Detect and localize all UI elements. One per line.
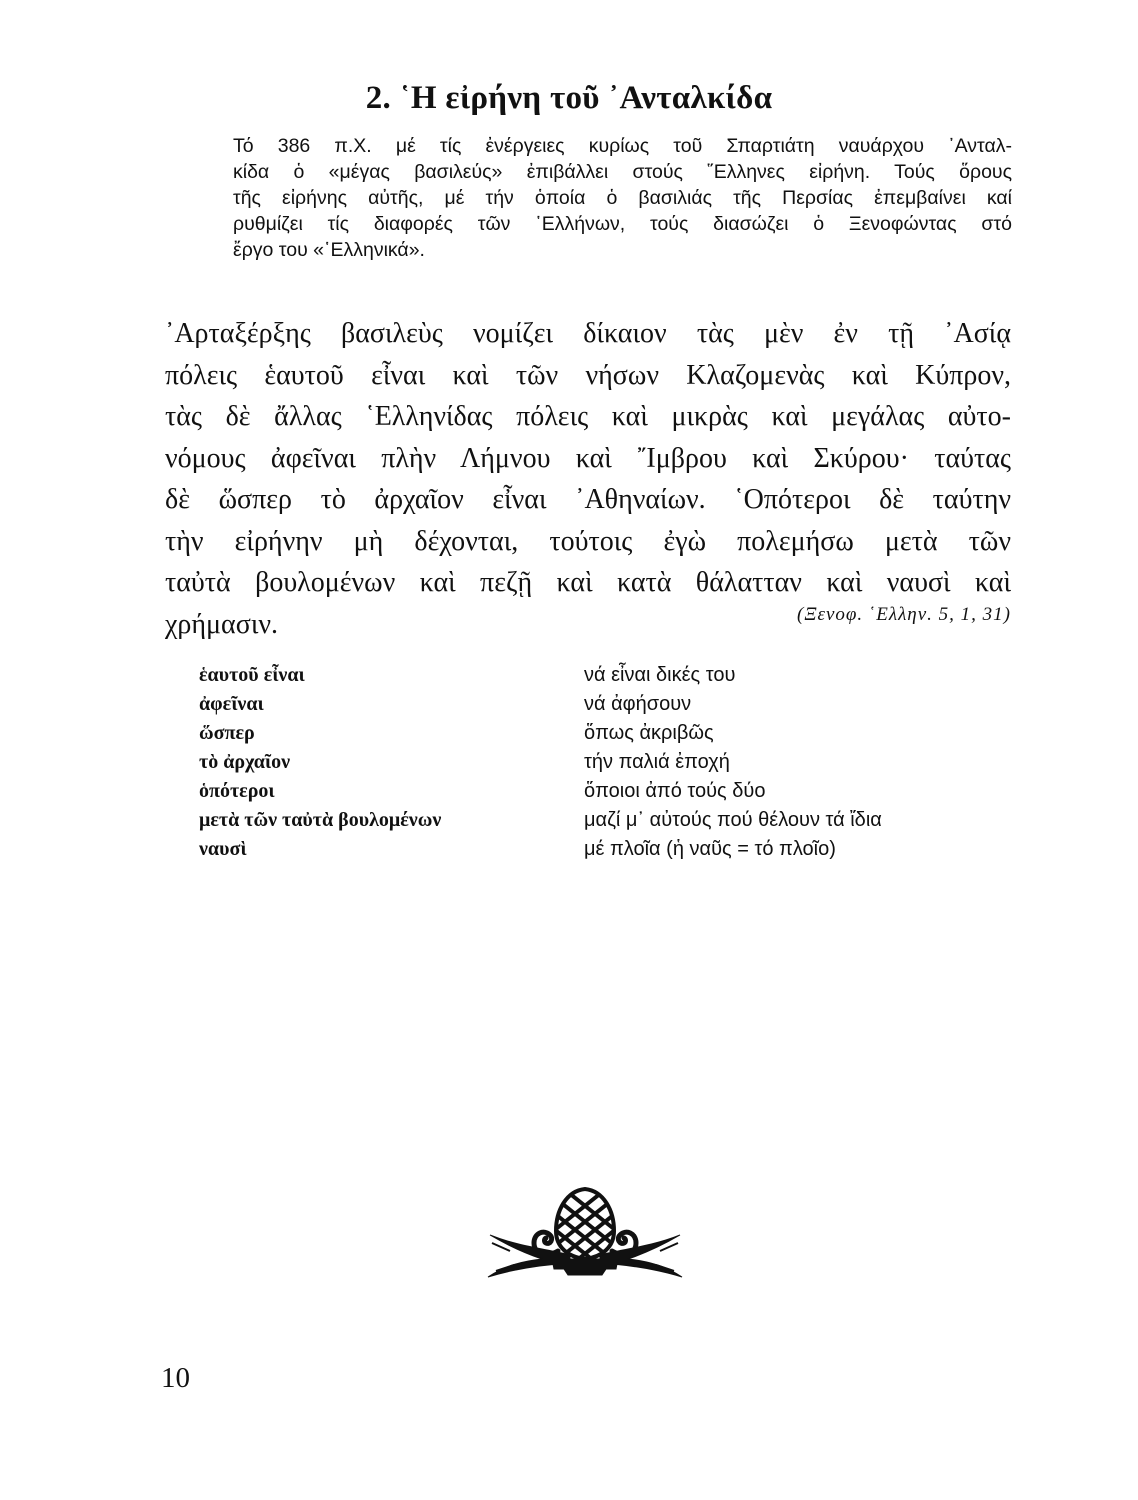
passage-line: ᾿Αρταξέρξης βασιλεὺς νομίζει δίκαιον τὰς μὲν ἐν τῇ ᾿Ασίᾳ bbox=[165, 318, 1011, 349]
passage-line: τὴν εἰρήνην μὴ δέχονται, τούτοις ἐγὼ πολεμήσω μετὰ τῶν bbox=[165, 525, 1011, 557]
glossary-definition: ὅπως ἀκριβῶς bbox=[584, 722, 714, 744]
glossary-definition: νά ἀφήσουν bbox=[584, 693, 692, 715]
intro-line: κίδα ὁ «μέγας βασιλεύς» ἐπιβάλλει στούς ῞Ελληνες εἰρήνη. Τούς ὅρους bbox=[233, 161, 1012, 183]
glossary-definition: μέ πλοῖα (ἡ ναῦς = τό πλοῖο) bbox=[584, 838, 836, 860]
glossary-definition: νά εἶναι δικές του bbox=[584, 664, 736, 686]
glossary-row bbox=[199, 690, 999, 719]
page-number: 10 bbox=[161, 1362, 190, 1394]
intro-paragraph bbox=[233, 133, 1012, 263]
passage-line: χρήμασιν. bbox=[165, 608, 279, 640]
intro-line: Τό 386 π.Χ. μέ τίς ἐνέργειες κυρίως τοῦ Σπαρτιάτη ναυάρχου ᾿Ανταλ- bbox=[233, 135, 1012, 157]
glossary-definition: τήν παλιά ἐποχή bbox=[584, 751, 730, 773]
glossary-row bbox=[199, 835, 999, 864]
ancient-greek-passage bbox=[165, 313, 1011, 645]
glossary-row bbox=[199, 748, 999, 777]
passage-line: πόλεις ἑαυτοῦ εἶναι καὶ τῶν νήσων Κλαζομενὰς καὶ Κύπρον, bbox=[165, 359, 1011, 391]
glossary bbox=[199, 661, 999, 864]
glossary-term: τὸ ἀρχαῖον bbox=[199, 751, 291, 773]
glossary-row bbox=[199, 806, 999, 835]
passage-line: τὰς δὲ ἄλλας ῾Ελληνίδας πόλεις καὶ μικρὰς καὶ μεγάλας αὐτο- bbox=[165, 401, 1011, 432]
glossary-term: ὥσπερ bbox=[199, 722, 255, 744]
glossary-term: ναυσὶ bbox=[199, 838, 247, 860]
pine-cone-ornament-icon bbox=[484, 1185, 686, 1287]
intro-line: ρυθμίζει τίς διαφορές τῶν ῾Ελλήνων, τούς διασώζει ὁ Ξενοφώντας στό bbox=[233, 213, 1012, 235]
source-citation: (Ξενοφ. ῾Ελλην. 5, 1, 31) bbox=[797, 604, 1011, 625]
glossary-row bbox=[199, 719, 999, 748]
glossary-row bbox=[199, 661, 999, 690]
glossary-term: ἑαυτοῦ εἶναι bbox=[199, 664, 305, 686]
glossary-term: ἀφεῖναι bbox=[199, 693, 264, 715]
page-title: 2. ῾Η εἰρήνη τοῦ ᾿Ανταλκίδα bbox=[365, 80, 773, 117]
glossary-definition: ὅποιοι ἀπό τούς δύο bbox=[584, 780, 766, 802]
glossary-term: ὁπότεροι bbox=[199, 780, 275, 802]
intro-line: τῆς εἰρήνης αὐτῆς, μέ τήν ὁποία ὁ βασιλιάς τῆς Περσίας ἐπεμβαίνει καί bbox=[233, 187, 1012, 209]
passage-line: νόμους ἀφεῖναι πλὴν Λήμνου καὶ ῎Ιμβρου καὶ Σκύρου· ταύτας bbox=[165, 442, 1011, 474]
passage-line: ταὐτὰ βουλομένων καὶ πεζῇ καὶ κατὰ θάλατταν καὶ ναυσὶ καὶ bbox=[165, 567, 1011, 598]
passage-line: δὲ ὥσπερ τὸ ἀρχαῖον εἶναι ᾿Αθηναίων. ῾Οπότεροι δὲ ταύτην bbox=[165, 484, 1011, 515]
intro-line: ἔργο του «῾Ελληνικά». bbox=[233, 239, 425, 261]
glossary-definition: μαζί μ᾿ αὐτούς πού θέλουν τά ἴδια bbox=[584, 809, 882, 831]
glossary-term: μετὰ τῶν ταὐτὰ βουλομένων bbox=[199, 809, 442, 831]
glossary-row bbox=[199, 777, 999, 806]
